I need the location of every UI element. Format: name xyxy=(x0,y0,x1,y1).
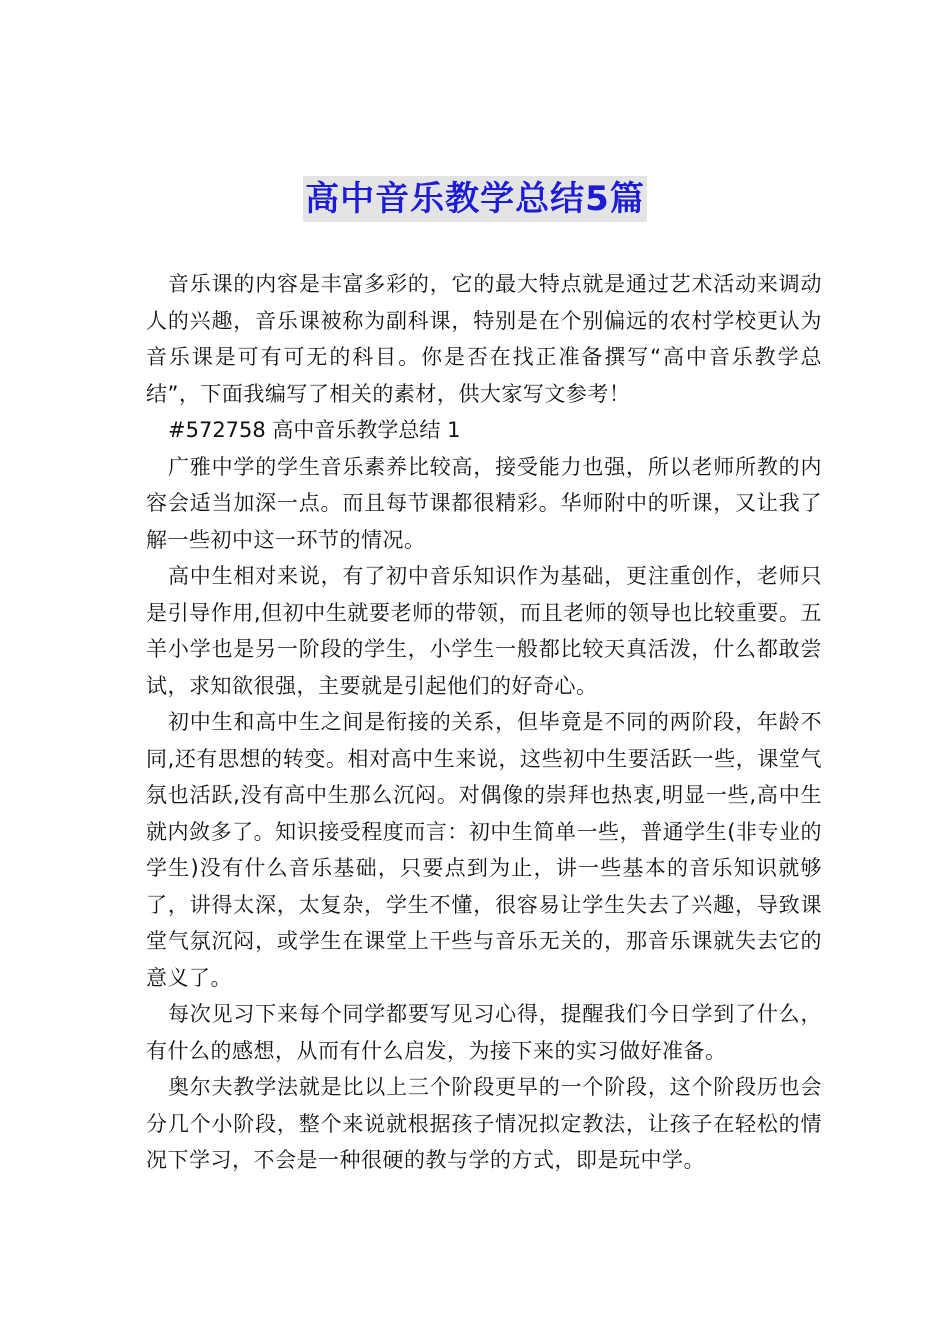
body-paragraph: 初中生和高中生之间是衔接的关系，但毕竟是不同的两阶段，年龄不同,还有思想的转变。相对高中生来说，这些初中生要活跃一些，课堂气氛也活跃,没有高中生那么沉闷。对偶像的崇拜也热衷,明显一些,高中生就内敛多了。知识接受程度而言：初中生简单一些，普通学生(非专业的学生)没有什么音乐基础，只要点到为止，讲一些基本的音乐知识就够了，讲得太深，太复杂，学生不懂，很容易让学生失去了兴趣，导致课堂气氛沉闷，或学生在课堂上干些与音乐无关的，那音乐课就失去它的意义了。 xyxy=(146,710,822,990)
body-paragraph: 奥尔夫教学法就是比以上三个阶段更早的一个阶段，这个阶段历也会分几个小阶段，整个来说就根据孩子情况拟定教法，让孩子在轻松的情况下学习，不会是一种很硬的教与学的方式，即是玩中学。 xyxy=(146,1075,822,1172)
section-heading: #572758 高中音乐教学总结 1 xyxy=(168,418,461,442)
body-paragraph: 每次见习下来每个同学都要写见习心得，提醒我们今日学到了什么，有什么的感想，从而有什么启发，为接下来的实习做好准备。 xyxy=(146,1002,822,1063)
title-container xyxy=(0,176,950,222)
intro-paragraph: 音乐课的内容是丰富多彩的，它的最大特点就是通过艺术活动来调动人的兴趣，音乐课被称为副科课，特别是在个别偏远的农村学校更认为音乐课是可有可无的科目。你是否在找正准备撰写“高中音乐教学总结”，下面我编写了相关的素材，供大家写文参考！ xyxy=(146,272,822,406)
body-paragraph: 高中生相对来说，有了初中音乐知识作为基础，更注重创作，老师只是引导作用,但初中生就要老师的带领，而且老师的领导也比较重要。五羊小学也是另一阶段的学生，小学生一般都比较天真活泼，什么都敢尝试，求知欲很强，主要就是引起他们的好奇心。 xyxy=(146,564,822,698)
body-paragraph: 广雅中学的学生音乐素养比较高，接受能力也强，所以老师所教的内容会适当加深一点。而且每节课都很精彩。华师附中的听课，又让我了解一些初中这一环节的情况。 xyxy=(146,454,822,552)
document-body xyxy=(146,266,822,1179)
document-title: 高中音乐教学总结5篇 xyxy=(303,176,647,222)
